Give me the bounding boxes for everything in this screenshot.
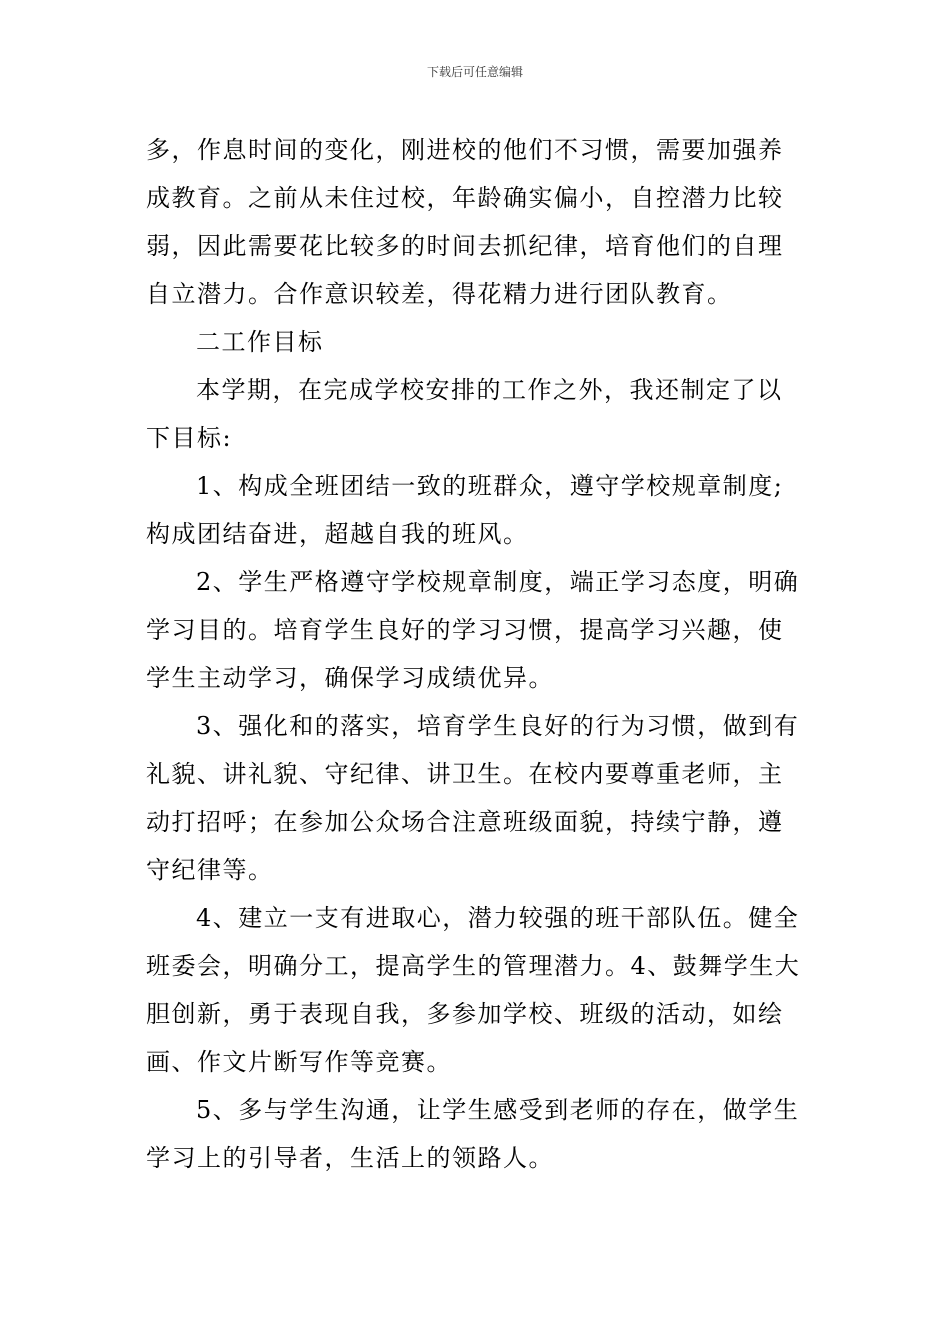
goal-item-4 [146,894,806,1086]
text-line: 画、作文片断写作等竞赛。 [146,1048,452,1076]
text-line: 2、学生严格遵守学校规章制度，端正学习态度，明确 [196,568,800,596]
text-line: 学习上的引导者，生活上的领路人。 [146,1144,554,1172]
text-line: 构成团结奋进，超越自我的班风。 [146,520,529,548]
text-line: 5、多与学生沟通，让学生感受到老师的存在，做学生 [196,1096,800,1124]
text-line: 成教育。之前从未住过校，年龄确实偏小，自控潜力比较 [146,184,784,212]
page-header: 下载后可任意编辑 [426,65,523,79]
text-line: 守纪律等。 [146,856,274,884]
paragraph-intro [146,126,806,318]
text-line: 4、建立一支有进取心，潜力较强的班干部队伍。健全 [196,904,800,932]
text-line: 3、强化和的落实，培育学生良好的行为习惯，做到有 [196,712,800,740]
text-line: 1、构成全班团结一致的班群众，遵守学校规章制度; [196,472,784,500]
goal-item-1 [146,462,806,558]
text-line: 班委会，明确分工，提高学生的管理潜力。4、鼓舞学生大 [146,952,801,980]
text-line: 二工作目标 [196,328,324,356]
goal-item-3 [146,702,806,894]
text-line: 胆创新，勇于表现自我，多参加学校、班级的活动，如绘 [146,1000,784,1028]
text-line: 学生主动学习，确保学习成绩优异。 [146,664,554,692]
text-line: 弱，因此需要花比较多的时间去抓纪律，培育他们的自理 [146,232,784,260]
text-line: 自立潜力。合作意识较差，得花精力进行团队教育。 [146,280,733,308]
document-body [146,126,806,1182]
section-heading [146,318,806,366]
text-line: 多，作息时间的变化，刚进校的他们不习惯，需要加强养 [146,136,784,164]
text-line: 动打招呼；在参加公众场合注意班级面貌，持续宁静，遵 [146,808,784,836]
goal-item-5 [146,1086,806,1182]
text-line: 礼貌、讲礼貌、守纪律、讲卫生。在校内要尊重老师，主 [146,760,784,788]
goal-item-2 [146,558,806,702]
text-line: 本学期，在完成学校安排的工作之外，我还制定了以 [196,376,783,404]
paragraph-goals-intro [146,366,806,462]
text-line: 学习目的。培育学生良好的学习习惯，提高学习兴趣，使 [146,616,784,644]
text-line: 下目标: [146,424,233,452]
